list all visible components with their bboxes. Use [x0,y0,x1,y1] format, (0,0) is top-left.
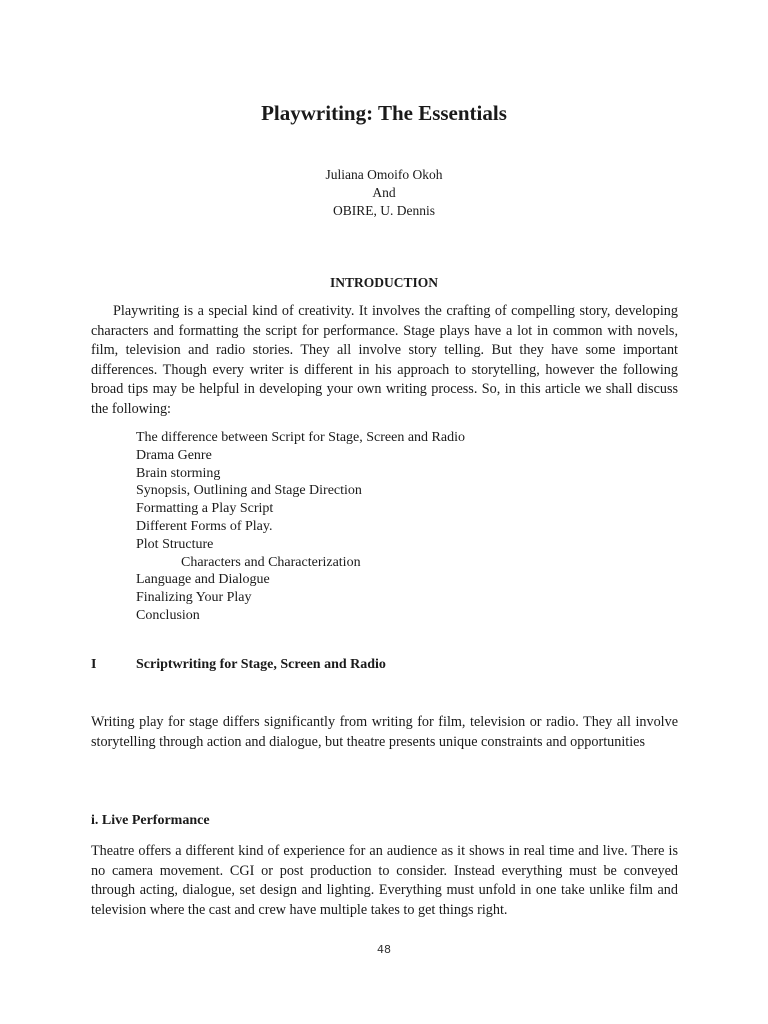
introduction-paragraph: Playwriting is a special kind of creativity. It involves the crafting of compelling story, developing characters and formatting the script for performance. Stage plays have a lot in common with novels, film, television and radio stories. They all involve story telling. But they have some important differences. Though every writer is different in his approach to storytelling, however the following broad tips may be helpful in developing your own writing process. So, in this article we shall discuss the following: [91,303,678,417]
author-conjunction: And [372,185,396,200]
page-number: 48 [377,943,391,956]
live-performance-heading: i. Live Performance [91,813,210,828]
list-item: Plot Structure [136,536,214,552]
author-first: Juliana Omoifo Okoh [325,167,443,182]
list-item: Synopsis, Outlining and Stage Direction [136,483,362,499]
list-item: Drama Genre [136,447,212,463]
introduction-heading: INTRODUCTION [329,275,438,290]
list-item: Language and Dialogue [136,572,270,588]
list-item: Different Forms of Play. [136,518,273,534]
list-item: The difference between Script for Stage, Screen and Radio [136,430,465,445]
section-one-heading [91,656,386,674]
live-performance-paragraph: Theatre offers a different kind of experience for an audience as it shows in real time and live. There is no camera movement. CGI or post production to consider. Instead everything must be conveyed through acting, dialogue, set design and lighting. Everything must unfold in one take unlike film and television where the cast and crew have multiple takes to get things right. [91,843,678,918]
section-number: I [91,657,97,672]
author-second: OBIRE, U. Dennis [333,203,435,218]
section-title: Scriptwriting for Stage, Screen and Radio [136,657,386,672]
list-item: Brain storming [136,465,221,481]
list-item: Formatting a Play Script [136,501,274,517]
topics-list [136,429,465,625]
list-item: Characters and Characterization [181,554,361,570]
list-item: Conclusion [136,607,200,623]
list-item: Finalizing Your Play [136,590,252,606]
section-one-paragraph: Writing play for stage differs significantly from writing for film, television or radio. They all involve storytelling through action and dialogue, but theatre presents unique constraints and opportunities [91,714,678,750]
author-block [0,166,768,220]
document-title: Playwriting: The Essentials [261,101,507,125]
